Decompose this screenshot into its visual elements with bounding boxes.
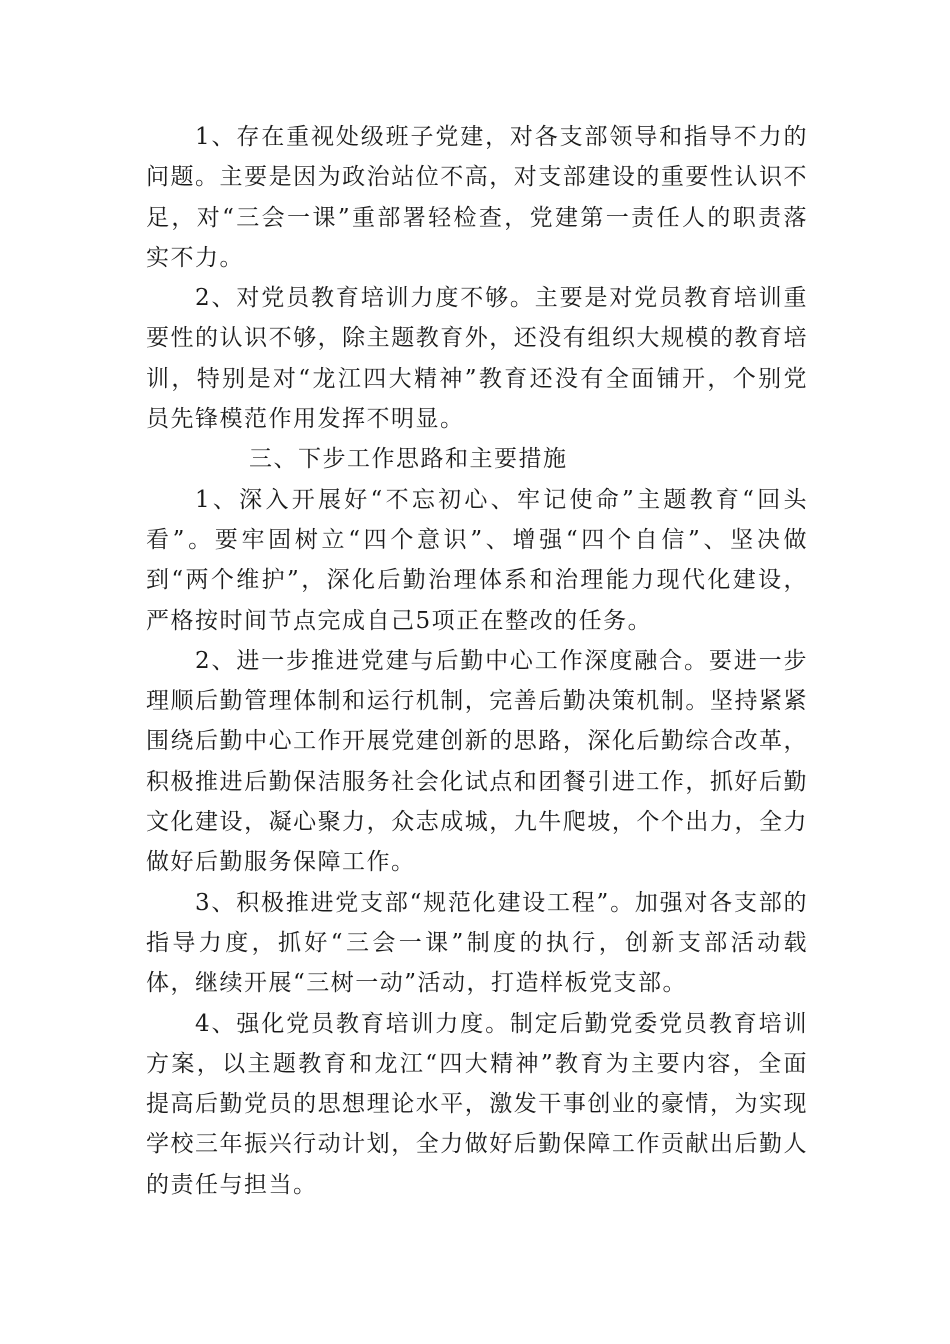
- problem-paragraph-2: 2、对党员教育培训力度不够。主要是对党员教育培训重要性的认识不够，除主题教育外，还没有组织大规模的教育培训，特别是对“龙江四大精神”教育还没有全面铺开，个别党员先锋模范作用发挥不明显。: [146, 285, 808, 433]
- measure-paragraph-3: 3、积极推进党支部“规范化建设工程”。加强对各支部的指导力度，抓好“三会一课”制度的执行，创新支部活动载体，继续开展“三树一动”活动，打造样板党支部。: [146, 889, 808, 997]
- measure-paragraph-1: 1、深入开展好“不忘初心、牢记使命”主题教育“回头看”。要牢固树立“四个意识”、增强“四个自信”、坚决做到“两个维护”，深化后勤治理体系和治理能力现代化建设，严格按时间节点完成自己5项正在整改的任务。: [146, 486, 808, 634]
- measure-paragraph-2: 2、进一步推进党建与后勤中心工作深度融合。要进一步理顺后勤管理体制和运行机制，完善后勤决策机制。坚持紧紧围绕后勤中心工作开展党建创新的思路，深化后勤综合改革，积极推进后勤保洁服务社会化试点和团餐引进工作，抓好后勤文化建设，凝心聚力，众志成城，九牛爬坡，个个出力，全力做好后勤服务保障工作。: [146, 647, 808, 876]
- problem-paragraph-1: 1、存在重视处级班子党建，对各支部领导和指导不力的问题。主要是因为政治站位不高，对支部建设的重要性认识不足，对“三会一课”重部署轻检查，党建第一责任人的职责落实不力。: [146, 124, 808, 271]
- section-heading: 三、下步工作思路和主要措施: [249, 446, 568, 473]
- measure-paragraph-4: 4、强化党员教育培训力度。制定后勤党委党员教育培训方案，以主题教育和龙江“四大精神”教育为主要内容，全面提高后勤党员的思想理论水平，激发干事创业的豪情，为实现学校三年振兴行动计划，全力做好后勤保障工作贡献出后勤人的责任与担当。: [146, 1010, 808, 1198]
- document-body: [146, 117, 808, 1205]
